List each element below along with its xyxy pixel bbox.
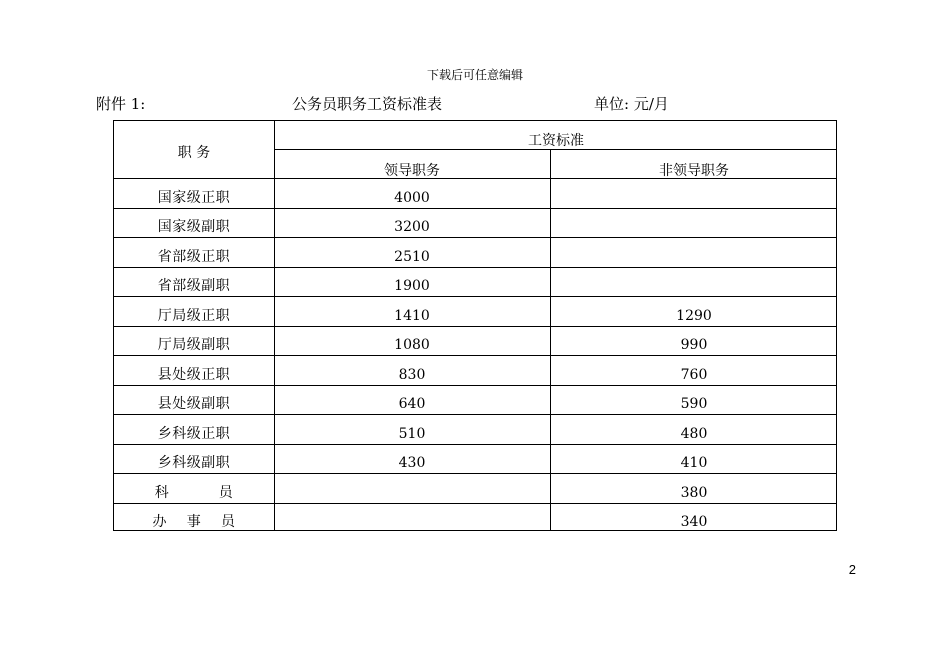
row-leading-salary: 430 [398,455,426,471]
row-leading-salary: 830 [398,367,426,383]
row-position: 省部级正职 [157,249,231,265]
row-divider [114,355,836,356]
row-non-leading-salary: 340 [680,514,708,530]
row-divider [114,326,836,327]
row-position: 国家级正职 [157,190,231,206]
attachment-label: 附件 1: [96,95,146,113]
row-non-leading-salary: 590 [680,396,708,412]
row-position: 乡科级正职 [157,426,231,442]
row-non-leading-salary: 760 [680,367,708,383]
row-divider [114,503,836,504]
page-number: 2 [848,562,856,577]
row-leading-salary: 3200 [394,219,430,235]
row-position: 办 事 员 [152,514,236,530]
row-position: 乡科级副职 [157,455,231,471]
row-divider [114,473,836,474]
row-divider [114,208,836,209]
row-position: 厅局级副职 [157,337,231,353]
row-divider [114,444,836,445]
row-position: 厅局级正职 [157,308,231,324]
row-non-leading-salary: 410 [680,455,708,471]
row-position: 县处级副职 [157,396,231,412]
row-leading-salary: 510 [398,426,426,442]
unit-label: 单位: 元/月 [594,95,669,113]
row-position: 国家级副职 [157,219,231,235]
row-position: 县处级正职 [157,367,231,383]
row-position: 科 员 [154,485,234,501]
header-leading-position: 领导职务 [384,163,440,179]
row-leading-salary: 1410 [394,308,430,324]
row-non-leading-salary: 1290 [676,308,712,324]
row-divider [114,237,836,238]
row-divider [114,296,836,297]
salary-table [113,120,837,531]
row-leading-salary: 640 [398,396,426,412]
header-salary-standard: 工资标准 [528,133,584,149]
table-title: 公务员职务工资标准表 [292,95,443,113]
row-leading-salary: 4000 [394,190,430,206]
row-leading-salary: 2510 [394,249,430,265]
row-position: 省部级副职 [157,278,231,294]
row-non-leading-salary: 480 [680,426,708,442]
row-non-leading-salary: 990 [680,337,708,353]
header-subdivider [274,149,836,150]
row-divider [114,385,836,386]
row-non-leading-salary: 380 [680,485,708,501]
row-divider [114,267,836,268]
row-leading-salary: 1080 [394,337,430,353]
row-divider [114,414,836,415]
header-note: 下载后可任意编辑 [426,68,523,82]
header-non-leading-position: 非领导职务 [659,163,729,179]
row-leading-salary: 1900 [394,278,430,294]
header-position: 职 务 [177,145,211,161]
